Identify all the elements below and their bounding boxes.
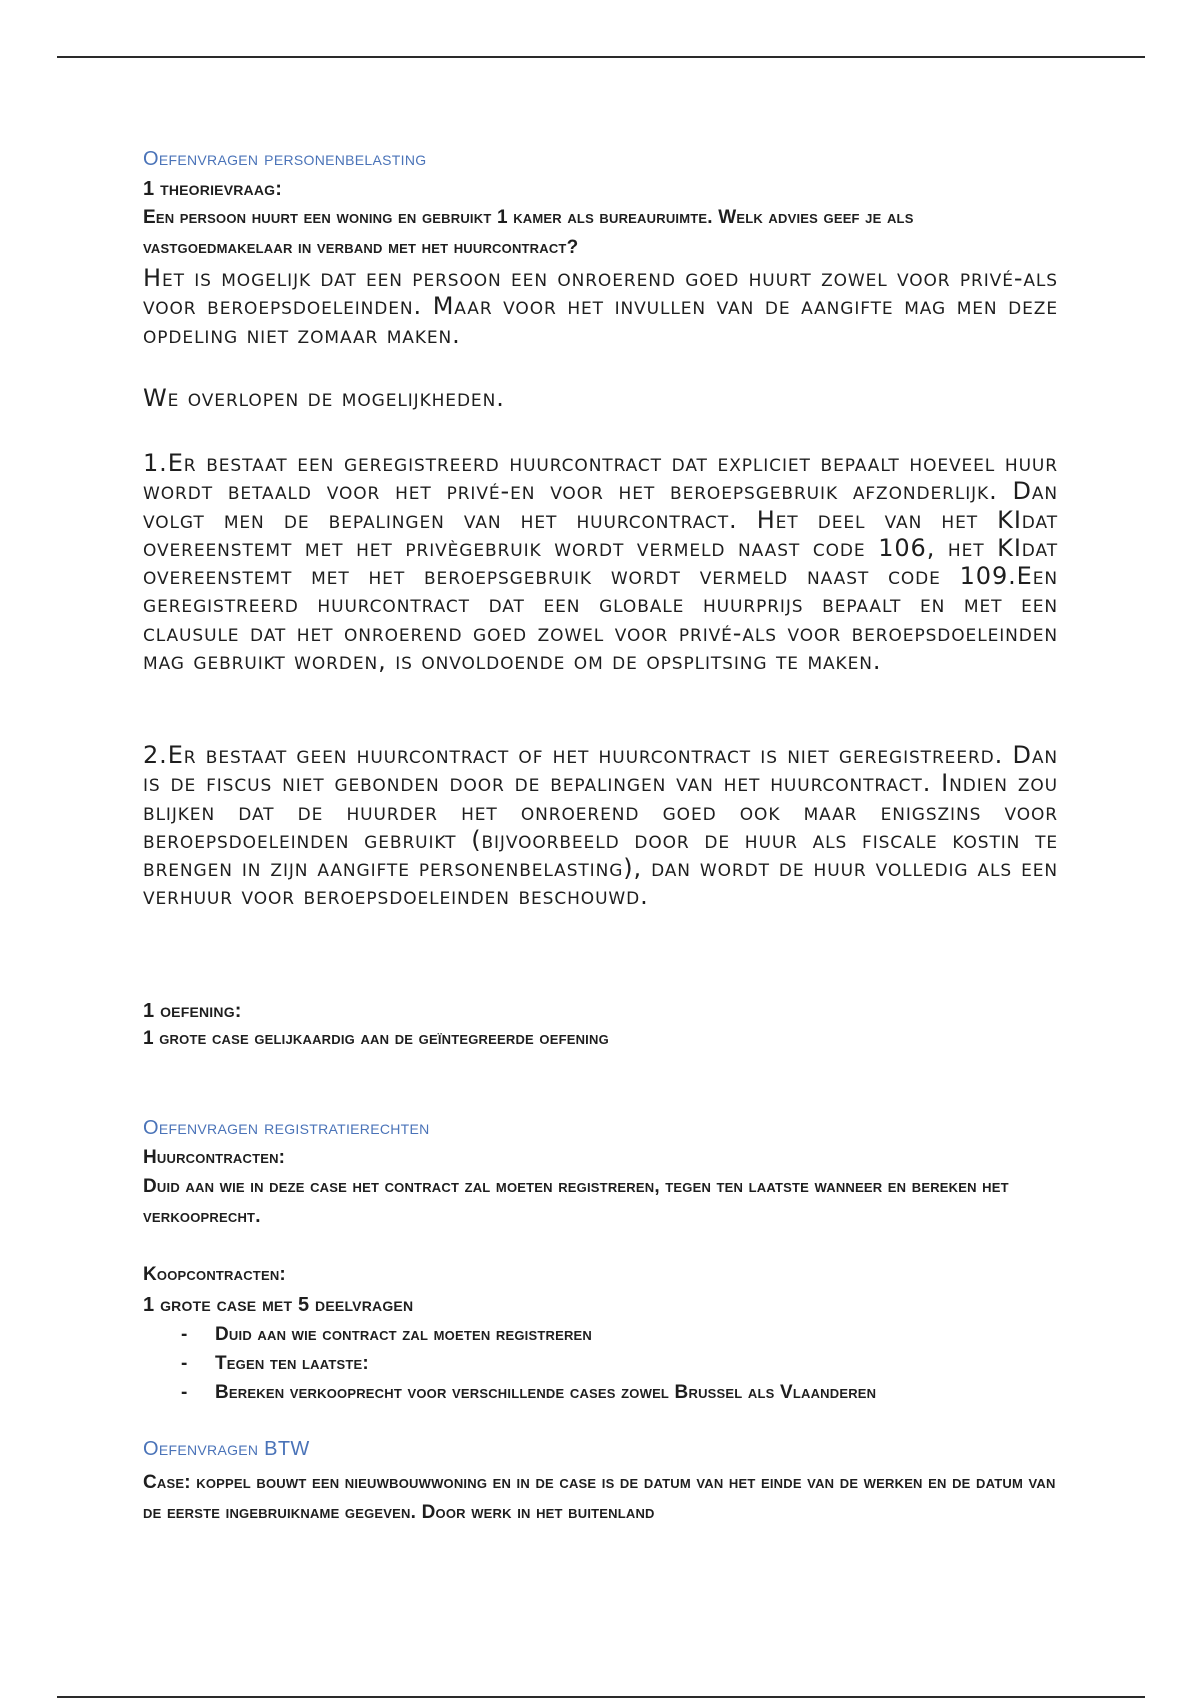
header-rule: [57, 56, 1145, 58]
btw-case-text: Case: koppel bouwt een nieuwbouwwoning en in de case is de datum van het einde van de werken en de datum van de eerste ingebruikname gegeven. Door werk in het buitenland: [143, 1472, 1056, 1523]
buy-contracts-label: Koopcontracten:: [143, 1264, 286, 1285]
section-heading-registratierechten: Oefenvragen registratierechten: [143, 1117, 430, 1139]
dash-marker: -: [181, 1324, 188, 1345]
answer-paragraph: 1.Er bestaat een geregistreerd huurcontract dat expliciet bepaalt hoeveel huur wordt betaald voor het privé-en voor het beroepsgebruik afzonderlijk. Dan volgt men de bepalingen van het huurcontract. Het deel van het KIdat overeenstemt met het privègebruik wordt vermeld naast code 106, het KIdat overeenstemt met het beroepsgebruik wordt vermeld naast code 109.Een geregistreerd huurcontract dat een globale huurprijs bepaalt en met een clausule dat het onroerend goed zowel voor privé-als voor beroepsdoeleinden mag gebruikt worden, is onvoldoende om de opsplitsing te maken.: [143, 449, 1058, 676]
rent-contracts-text: Duid aan wie in deze case het contract zal moeten registreren, tegen ten laatste wanneer en bereken het verkooprecht.: [143, 1176, 1009, 1227]
rent-contracts-label: Huurcontracten:: [143, 1147, 286, 1168]
buy-contracts-intro: 1 grote case met 5 deelvragen: [143, 1294, 414, 1316]
theory-question-label: 1 theorievraag:: [143, 178, 283, 200]
buy-contracts-list: [181, 1320, 1061, 1407]
footer-rule: [57, 1696, 1145, 1698]
list-item: - Tegen ten laatste:: [181, 1349, 1061, 1378]
section-heading-btw: Oefenvragen BTW: [143, 1438, 310, 1460]
section-heading-personenbelasting: Oefenvragen personenbelasting: [143, 148, 427, 170]
answer-paragraph: We overlopen de mogelijkheden.: [143, 384, 505, 412]
theory-question-text: Een persoon huurt een woning en gebruikt 1 kamer als bureauruimte. Welk advies geef je als vastgoedmakelaar in verband met het huurcontract?: [143, 207, 914, 258]
list-item: - Duid aan wie contract zal moeten registreren: [181, 1320, 1061, 1349]
answer-paragraph: 2.Er bestaat geen huurcontract of het huurcontract is niet geregistreerd. Dan is de fiscus niet gebonden door de bepalingen van het huurcontract. Indien zou blijken dat de huurder het onroerend goed ook maar enigszins voor beroepsdoeleinden gebruikt (bijvoorbeeld door de huur als fiscale kostin te brengen in zijn aangifte personenbelasting), dan wordt de huur volledig als een verhuur voor beroepsdoeleinden beschouwd.: [143, 741, 1058, 911]
exercise-text: 1 grote case gelijkaardig aan de geïntegreerde oefening: [143, 1028, 609, 1049]
dash-marker: -: [181, 1382, 188, 1403]
exercise-label: 1 oefening:: [143, 1000, 242, 1022]
list-item: - Bereken verkooprecht voor verschillende cases zowel Brussel als Vlaanderen: [181, 1378, 1061, 1407]
answer-paragraph: Het is mogelijk dat een persoon een onroerend goed huurt zowel voor privé-als voor beroepsdoeleinden. Maar voor het invullen van de aangifte mag men deze opdeling niet zomaar maken.: [143, 264, 1058, 349]
dash-marker: -: [181, 1353, 188, 1374]
